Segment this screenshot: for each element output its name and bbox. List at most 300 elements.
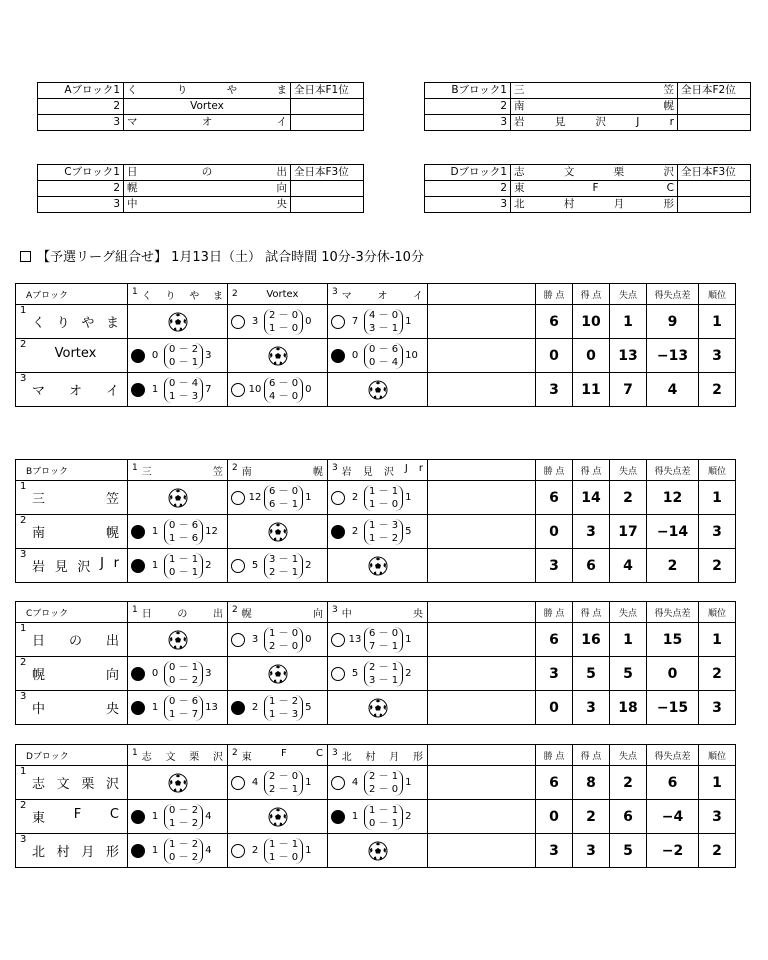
- team-name: 北 村 月 形: [32, 845, 119, 860]
- match-score: [328, 515, 427, 548]
- match-score: [228, 305, 327, 338]
- first-half: 2 － 0: [269, 770, 299, 782]
- team-number: 3: [20, 691, 27, 702]
- stat-value: 8: [573, 766, 610, 800]
- match-result: [128, 657, 228, 691]
- opponent-goals: 3: [205, 350, 212, 361]
- soccer-ball-icon: [168, 488, 188, 508]
- first-half: 6 － 0: [269, 485, 299, 497]
- seed-row: [425, 181, 751, 197]
- seed-team-name: 幌 向: [127, 182, 287, 194]
- half-scores: [264, 485, 303, 511]
- seed-row: [38, 197, 364, 213]
- match-result: [328, 766, 428, 800]
- stat-value: 1: [699, 481, 736, 515]
- first-half: 4 － 0: [369, 309, 399, 321]
- self-match: [328, 549, 428, 583]
- stat-value: 1: [699, 766, 736, 800]
- match-result: [128, 800, 228, 834]
- stat-value: 3: [536, 549, 573, 583]
- seed-team-name: マ オ イ: [127, 116, 287, 128]
- opponent-number: 3: [332, 747, 338, 758]
- seed-table-b: [424, 82, 751, 131]
- team-name: 三 笠: [32, 492, 119, 507]
- opponent-header-label: [328, 605, 427, 620]
- group-table-d: [15, 744, 736, 868]
- opponent-number: 1: [132, 462, 138, 473]
- blank-cell: [428, 549, 536, 583]
- match-result: [228, 766, 328, 800]
- second-half: 1 － 0: [269, 322, 299, 334]
- win-circle-icon: [231, 776, 245, 790]
- stat-header: 得失点差: [647, 284, 699, 305]
- stat-value: 3: [699, 515, 736, 549]
- seed-team: [511, 181, 678, 197]
- team-goals: 4: [251, 777, 259, 788]
- first-half: 1 － 2: [169, 838, 199, 850]
- self-match: [128, 305, 228, 339]
- match-score: [328, 766, 427, 799]
- stat-value: 3: [573, 834, 610, 868]
- stat-header: 順位: [699, 602, 736, 623]
- first-half: 0 － 6: [169, 695, 199, 707]
- opponent-header: [328, 745, 428, 766]
- half-scores: [264, 309, 303, 335]
- team-goals: 5: [351, 668, 359, 679]
- soccer-ball-icon: [368, 380, 388, 400]
- seed-team: [511, 165, 678, 181]
- opponent-name: 中 央: [341, 608, 423, 620]
- seed-label: 3: [425, 115, 511, 131]
- stat-header: 勝 点: [536, 284, 573, 305]
- group-name: Cブロック: [16, 602, 128, 623]
- opponent-header: [128, 284, 228, 305]
- team-name: Vortex: [54, 346, 97, 361]
- opponent-goals: 13: [205, 702, 218, 713]
- match-score: [228, 834, 327, 867]
- soccer-ball-icon: [368, 556, 388, 576]
- match-score: [128, 339, 227, 372]
- team-name-cell: [16, 623, 128, 657]
- match-result: [128, 549, 228, 583]
- team-name: マ オ イ: [32, 384, 119, 399]
- match-result: [228, 305, 328, 339]
- seed-team-name: 北 村 月 形: [514, 198, 674, 210]
- blank-cell: [428, 373, 536, 407]
- first-half: 1 － 3: [369, 519, 399, 531]
- stat-value: −14: [647, 515, 699, 549]
- half-scores: [264, 770, 303, 796]
- second-half: 1 － 7: [169, 708, 199, 720]
- opponent-number: 1: [132, 747, 138, 758]
- half-scores: [264, 627, 303, 653]
- stat-value: 2: [699, 834, 736, 868]
- second-half: 2 － 1: [269, 783, 299, 795]
- half-scores: [164, 661, 203, 687]
- stat-value: 2: [699, 373, 736, 407]
- win-circle-icon: [331, 667, 345, 681]
- opponent-header: [328, 460, 428, 481]
- second-half: 1 － 2: [169, 817, 199, 829]
- first-half: 1 － 0: [269, 627, 299, 639]
- loss-dot-icon: [131, 525, 145, 539]
- second-half: 0 － 1: [169, 356, 199, 368]
- stat-value: 6: [536, 305, 573, 339]
- opponent-header-label: [128, 463, 227, 478]
- opponent-header: [328, 602, 428, 623]
- opponent-goals: 1: [405, 777, 412, 788]
- team-number: 1: [20, 305, 27, 316]
- opponent-goals: 1: [405, 634, 412, 645]
- match-result: [228, 549, 328, 583]
- opponent-goals: 2: [205, 560, 212, 571]
- match-result: [128, 515, 228, 549]
- stat-value: 17: [610, 515, 647, 549]
- second-half: 7 － 1: [369, 640, 399, 652]
- win-circle-icon: [231, 491, 245, 505]
- loss-dot-icon: [131, 701, 145, 715]
- team-name: 志 文 栗 沢: [32, 777, 119, 792]
- stat-value: −15: [647, 691, 699, 725]
- first-half: 1 － 2: [269, 695, 299, 707]
- seed-note: [291, 115, 364, 131]
- seed-team: [511, 83, 678, 99]
- team-name: 南 幌: [32, 526, 119, 541]
- second-half: 1 － 3: [169, 390, 199, 402]
- match-result: [328, 623, 428, 657]
- match-score: [328, 339, 427, 372]
- team-name-cell: [16, 834, 128, 868]
- stat-value: 6: [610, 800, 647, 834]
- half-scores: [264, 377, 303, 403]
- group-table-c: [15, 601, 736, 725]
- seed-team: [124, 181, 291, 197]
- seed-note: 全日本F3位: [291, 165, 364, 181]
- second-half: 3 － 1: [369, 674, 399, 686]
- stat-value: 12: [647, 481, 699, 515]
- team-number: 3: [20, 373, 27, 384]
- first-half: 0 － 1: [169, 661, 199, 673]
- stat-value: 2: [573, 800, 610, 834]
- team-row: [16, 515, 736, 549]
- self-match: [328, 691, 428, 725]
- second-half: 1 － 0: [369, 498, 399, 510]
- team-row: [16, 800, 736, 834]
- team-goals: 4: [351, 777, 359, 788]
- team-goals: 3: [251, 316, 259, 327]
- first-half: 1 － 1: [269, 838, 299, 850]
- stat-value: 2: [699, 549, 736, 583]
- win-circle-icon: [331, 776, 345, 790]
- group-name: Dブロック: [16, 745, 128, 766]
- soccer-ball-icon: [168, 773, 188, 793]
- opponent-number: 3: [332, 604, 338, 615]
- stat-value: 4: [647, 373, 699, 407]
- seed-label: 3: [38, 115, 124, 131]
- opponent-header: [228, 460, 328, 481]
- opponent-number: 2: [232, 288, 238, 299]
- match-result: [128, 834, 228, 868]
- stat-header: 失点: [610, 284, 647, 305]
- loss-dot-icon: [131, 667, 145, 681]
- seed-label: Aブロック1: [38, 83, 124, 99]
- team-name-cell: [16, 657, 128, 691]
- opponent-header: [128, 460, 228, 481]
- blank-cell: [428, 800, 536, 834]
- match-score: [228, 623, 327, 656]
- team-goals: 2: [351, 526, 359, 537]
- opponent-header: [328, 284, 428, 305]
- soccer-ball-icon: [368, 698, 388, 718]
- win-circle-icon: [331, 315, 345, 329]
- team-row: [16, 549, 736, 583]
- group-table-a: [15, 283, 736, 407]
- opponent-goals: 1: [405, 492, 412, 503]
- half-scores: [164, 804, 203, 830]
- team-name-cell: [16, 481, 128, 515]
- match-score: [128, 515, 227, 548]
- seed-row: [425, 83, 751, 99]
- first-half: 6 － 0: [269, 377, 299, 389]
- opponent-number: 2: [232, 747, 238, 758]
- first-half: 2 － 1: [369, 661, 399, 673]
- stat-header: 順位: [699, 284, 736, 305]
- match-score: [128, 549, 227, 582]
- half-scores: [364, 343, 403, 369]
- match-score: [328, 481, 427, 514]
- win-circle-icon: [231, 315, 245, 329]
- second-half: 1 － 2: [369, 532, 399, 544]
- stat-value: 16: [573, 623, 610, 657]
- seed-note: [291, 99, 364, 115]
- half-scores: [164, 695, 203, 721]
- seed-note: [678, 115, 751, 131]
- second-half: 6 － 1: [269, 498, 299, 510]
- loss-dot-icon: [131, 383, 145, 397]
- seed-row: [38, 115, 364, 131]
- opponent-name: Vortex: [266, 288, 299, 300]
- opponent-header-label: [128, 287, 227, 302]
- seed-row: [38, 83, 364, 99]
- opponent-header-label: [228, 748, 327, 763]
- match-result: [128, 373, 228, 407]
- stat-header: 失点: [610, 460, 647, 481]
- blank-cell: [428, 460, 536, 481]
- half-scores: [364, 519, 403, 545]
- team-name: 東 F C: [32, 807, 119, 826]
- seed-table-c: [37, 164, 364, 213]
- opponent-name: 三 笠: [141, 466, 223, 478]
- soccer-ball-icon: [168, 312, 188, 332]
- blank-cell: [428, 515, 536, 549]
- stat-value: −4: [647, 800, 699, 834]
- seed-team-name: 東 F C: [514, 182, 674, 194]
- self-match: [128, 481, 228, 515]
- stat-value: 0: [573, 339, 610, 373]
- stat-header: 順位: [699, 460, 736, 481]
- stat-value: 3: [536, 373, 573, 407]
- opponent-header-label: [228, 463, 327, 478]
- seed-note: [291, 181, 364, 197]
- opponent-goals: 10: [405, 350, 418, 361]
- stat-value: 3: [699, 691, 736, 725]
- blank-cell: [428, 766, 536, 800]
- opponent-number: 2: [232, 604, 238, 615]
- seed-row: [38, 165, 364, 181]
- stat-value: 1: [610, 623, 647, 657]
- team-row: [16, 657, 736, 691]
- stat-header: 得失点差: [647, 745, 699, 766]
- stat-value: 5: [610, 657, 647, 691]
- stat-header: 勝 点: [536, 602, 573, 623]
- opponent-name: く り や ま: [141, 290, 223, 302]
- match-result: [228, 373, 328, 407]
- opponent-goals: 2: [405, 811, 412, 822]
- opponent-name: マ オ イ: [341, 290, 423, 302]
- stat-value: 4: [610, 549, 647, 583]
- second-half: 0 － 1: [369, 817, 399, 829]
- loss-dot-icon: [231, 701, 245, 715]
- seed-team: [511, 99, 678, 115]
- stat-value: 9: [647, 305, 699, 339]
- seed-team: [511, 115, 678, 131]
- half-scores: [164, 519, 203, 545]
- match-score: [228, 373, 327, 406]
- team-goals: 0: [151, 668, 159, 679]
- team-name-cell: [16, 373, 128, 407]
- first-half: 0 － 6: [169, 519, 199, 531]
- loss-dot-icon: [331, 810, 345, 824]
- stat-value: 1: [699, 623, 736, 657]
- seed-label: 3: [425, 197, 511, 213]
- team-row: [16, 305, 736, 339]
- match-score: [228, 549, 327, 582]
- team-number: 1: [20, 766, 27, 777]
- team-row: [16, 834, 736, 868]
- stat-value: 6: [573, 549, 610, 583]
- match-score: [128, 691, 227, 724]
- opponent-number: 1: [132, 604, 138, 615]
- self-match: [228, 339, 328, 373]
- seed-label: 2: [425, 181, 511, 197]
- match-score: [328, 623, 427, 656]
- stat-value: 3: [536, 657, 573, 691]
- seed-row: [425, 115, 751, 131]
- stat-header: 得 点: [573, 602, 610, 623]
- stat-value: 14: [573, 481, 610, 515]
- first-half: 1 － 1: [369, 804, 399, 816]
- group-header-row: [16, 460, 736, 481]
- opponent-name: 岩 見 沢 J r: [341, 462, 423, 478]
- stat-value: 0: [536, 691, 573, 725]
- opponent-header: [228, 602, 328, 623]
- seed-note: 全日本F1位: [291, 83, 364, 99]
- seed-label: 3: [38, 197, 124, 213]
- seed-team: [124, 83, 291, 99]
- opponent-header-label: [328, 748, 427, 763]
- stat-value: 2: [610, 481, 647, 515]
- first-half: 2 － 0: [269, 309, 299, 321]
- group-name: Aブロック: [16, 284, 128, 305]
- seed-team-name: 岩 見 沢 J r: [514, 116, 674, 128]
- seed-team: [124, 115, 291, 131]
- half-scores: [364, 485, 403, 511]
- stat-header: 順位: [699, 745, 736, 766]
- blank-cell: [428, 691, 536, 725]
- opponent-header: [228, 745, 328, 766]
- stat-value: 6: [647, 766, 699, 800]
- team-name-cell: [16, 339, 128, 373]
- half-scores: [364, 661, 403, 687]
- team-row: [16, 339, 736, 373]
- seed-team-name: 日 の 出: [127, 166, 287, 178]
- soccer-ball-icon: [268, 346, 288, 366]
- team-goals: 2: [251, 702, 259, 713]
- self-match: [228, 657, 328, 691]
- soccer-ball-icon: [268, 522, 288, 542]
- stat-value: 3: [573, 691, 610, 725]
- match-result: [228, 691, 328, 725]
- win-circle-icon: [231, 383, 245, 397]
- seed-row: [425, 99, 751, 115]
- match-score: [128, 800, 227, 833]
- opponent-goals: 4: [205, 811, 212, 822]
- first-half: 3 － 1: [269, 553, 299, 565]
- stat-header: 得失点差: [647, 602, 699, 623]
- stat-value: 3: [699, 339, 736, 373]
- team-name: 岩 見 沢 J r: [32, 556, 119, 575]
- opponent-header-label: [128, 748, 227, 763]
- opponent-header-label: [128, 605, 227, 620]
- match-result: [128, 339, 228, 373]
- stat-value: 13: [610, 339, 647, 373]
- team-goals: 1: [151, 384, 159, 395]
- seed-note: 全日本F2位: [678, 83, 751, 99]
- team-goals: 0: [351, 350, 359, 361]
- blank-cell: [428, 602, 536, 623]
- match-result: [328, 305, 428, 339]
- team-name-cell: [16, 800, 128, 834]
- group-header-row: [16, 602, 736, 623]
- stat-value: 6: [536, 766, 573, 800]
- opponent-goals: 3: [205, 668, 212, 679]
- team-goals: 3: [251, 634, 259, 645]
- blank-cell: [428, 834, 536, 868]
- team-goals: 5: [251, 560, 259, 571]
- opponent-name: 幌 向: [241, 608, 323, 620]
- opponent-header: [228, 284, 328, 305]
- opponent-goals: 1: [305, 777, 312, 788]
- team-goals: 7: [351, 316, 359, 327]
- team-row: [16, 766, 736, 800]
- team-number: 2: [20, 657, 27, 668]
- self-match: [128, 623, 228, 657]
- win-circle-icon: [331, 491, 345, 505]
- half-scores: [364, 309, 403, 335]
- stat-header: 得 点: [573, 745, 610, 766]
- seed-note: [678, 197, 751, 213]
- win-circle-icon: [331, 633, 345, 647]
- stat-value: 2: [699, 657, 736, 691]
- opponent-goals: 0: [305, 384, 312, 395]
- stat-value: 1: [699, 305, 736, 339]
- match-result: [328, 481, 428, 515]
- second-half: 0 － 2: [169, 674, 199, 686]
- seed-label: Bブロック1: [425, 83, 511, 99]
- stat-header: 失点: [610, 745, 647, 766]
- second-half: 0 － 4: [369, 356, 399, 368]
- opponent-goals: 1: [305, 845, 312, 856]
